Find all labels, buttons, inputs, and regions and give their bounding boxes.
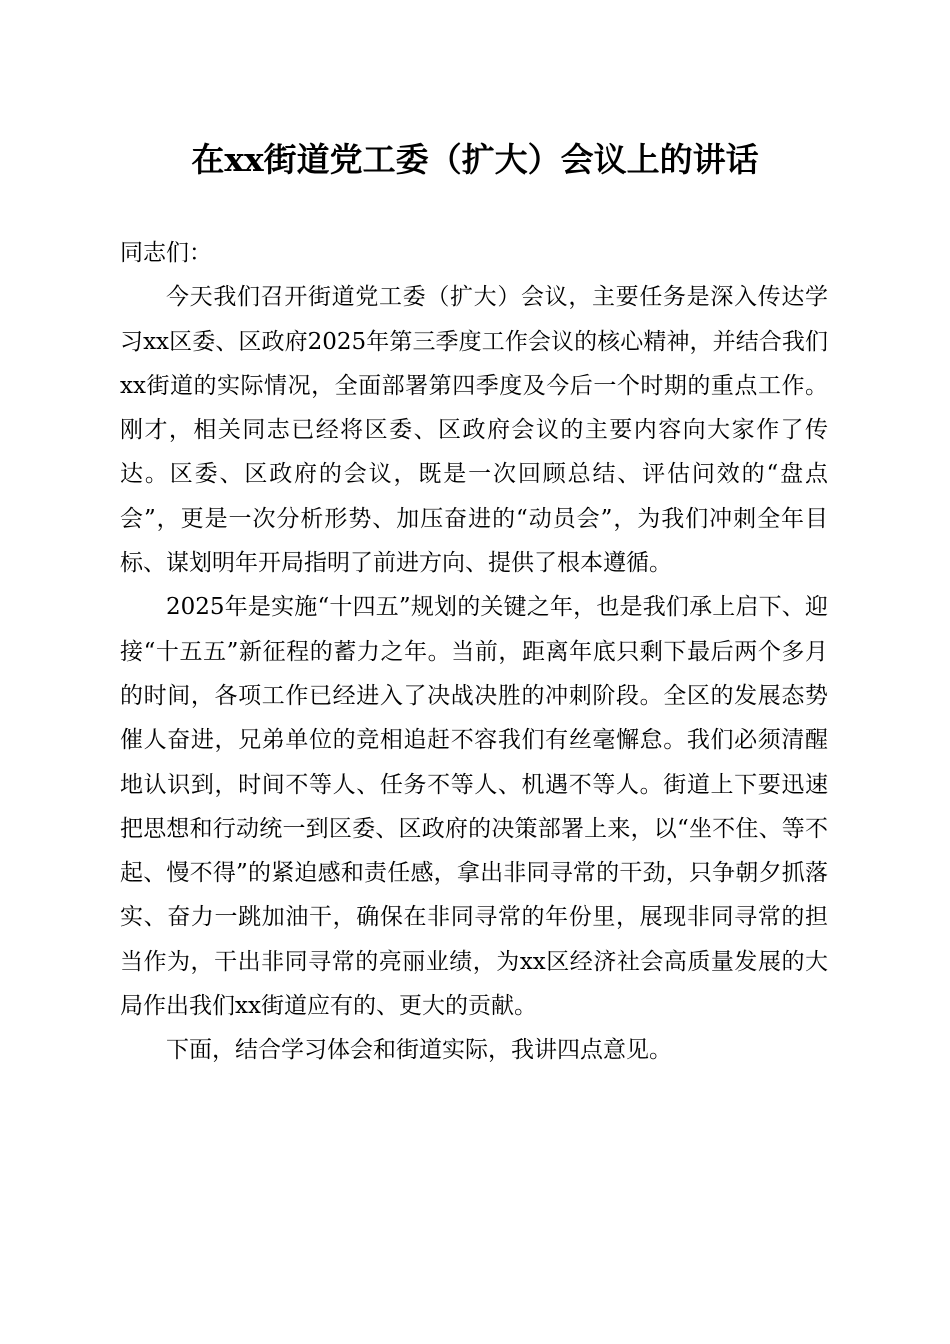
document-body (120, 231, 828, 1073)
salutation: 同志们： (120, 240, 212, 266)
paragraph-2: 2025年是实施“十四五”规划的关键之年，也是我们承上启下、迎接“十五五”新征程的蓄力之年。当前，距离年底只剩下最后两个多月的时间，各项工作已经进入了决战决胜的冲刺阶段。全区的发展态势催人奋进，兄弟单位的竞相追赶不容我们有丝毫懈怠。我们必须清醒地认识到，时间不等人、任务不等人、机遇不等人。街道上下要迅速把思想和行动统一到区委、区政府的决策部署上来，以“坐不住、等不起、慢不得”的紧迫感和责任感，拿出非同寻常的干劲，只争朝夕抓落实、奋力一跳加油干，确保在非同寻常的年份里，展现非同寻常的担当作为，干出非同寻常的亮丽业绩，为xx区经济社会高质量发展的大局作出我们xx街道应有的、更大的贡献。 (120, 594, 828, 1020)
paragraph-3: 下面，结合学习体会和街道实际，我讲四点意见。 (166, 1037, 672, 1064)
document-title: 在xx街道党工委（扩大）会议上的讲话 (191, 140, 759, 179)
paragraph-1: 今天我们召开街道党工委（扩大）会议，主要任务是深入传达学习xx区委、区政府2025年第三季度工作会议的核心精神，并结合我们xx街道的实际情况，全面部署第四季度及今后一个时期的重点工作。刚才，相关同志已经将区委、区政府会议的主要内容向大家作了传达。区委、区政府的会议，既是一次回顾总结、评估问效的“盘点会”，更是一次分析形势、加压奋进的“动员会”，为我们冲刺全年目标、谋划明年开局指明了前进方向、提供了根本遵循。 (120, 284, 828, 577)
